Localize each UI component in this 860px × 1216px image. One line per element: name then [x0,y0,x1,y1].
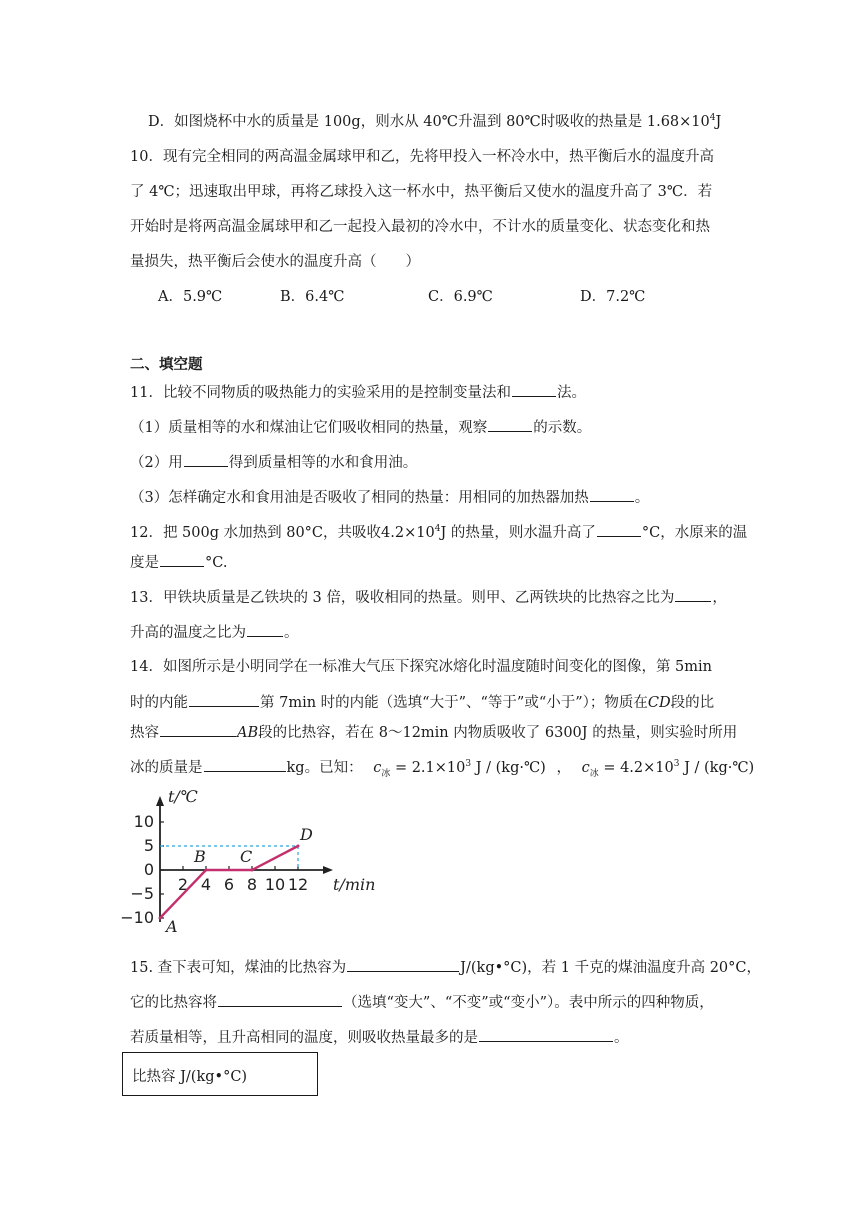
q11-blank-tool[interactable] [184,452,228,467]
q10-option-b[interactable]: B．6.4℃ [280,289,345,305]
q14-formula-c-ice [373,759,546,779]
q13-text-end: ， [712,590,727,606]
q12-text-2: J 的热量，则水温升高了 [440,525,596,541]
q11-text-end: 法。 [556,385,586,401]
q15-line-2 [130,992,714,1013]
q14-c-water-value: = 4.2×10 [603,760,674,776]
q11-sub-1-end: 的示数。 [533,420,592,436]
q14-blank-specific-heat[interactable] [160,722,236,737]
q15-text: 15. 查下表可知，煤油的比热容为 [130,960,347,976]
q14-c-ice-unit: J / (kg·℃) [475,760,546,776]
y-tick-label: 5 [143,836,154,855]
q12-line-2 [130,552,227,573]
q14-segment-ab: AB [237,725,259,741]
melting-graph [120,787,420,940]
q15-blank-change[interactable] [218,992,342,1007]
x-tick-label: 2 [177,875,189,894]
q14-line-1: 14．如图所示是小明同学在一标准大气压下探究冰熔化时温度随时间变化的图像，第 5min [130,659,713,675]
q14-blank-mass[interactable] [204,757,286,772]
q14-c-water-unit: J / (kg·℃) [684,760,755,776]
q10-option-c[interactable]: C．6.9℃ [428,289,493,305]
q14-line-3 [130,722,737,743]
q11-blank-method[interactable] [512,382,556,397]
q14-c-ice-exponent: 3 [465,759,472,769]
x-axis-label: t/min [333,875,376,894]
x-tick-label: 6 [223,875,235,894]
x-tick-label: 12 [287,875,309,894]
q13-blank-ratio-c[interactable] [675,587,711,602]
q11-blank-observe[interactable] [488,417,532,432]
q15-line-3 [130,1027,629,1048]
q12-text-5: °C. [205,555,228,571]
q10-line-3: 开始时是将两高温金属球甲和乙一起投入最初的冷水中，不计水的质量变化、状态变化和热 [130,219,710,235]
q13-text-3: 。 [284,625,299,641]
point-label: D [300,825,313,844]
q13-line-1 [130,587,727,608]
q11-sub-1 [130,417,591,438]
q10-line-1: 10．现有完全相同的两高温金属球甲和乙，先将甲投入一杯冷水中，热平衡后水的温度升高 [130,149,714,165]
q12-text-4: 度是 [130,555,159,571]
q13-line-2 [130,622,299,643]
q11-sub-1-text: （1）质量相等的水和煤油让它们吸收相同的热量，观察 [130,420,488,436]
q11-sub-3-end: 。 [634,490,650,506]
point-label: B [194,847,206,866]
q13-blank-ratio-t[interactable] [247,622,283,637]
y-tick-label: 0 [143,860,154,879]
y-tick-label: −5 [130,884,154,903]
q14-line-4 [130,757,754,778]
q11-sub-3-text: （3）怎样确定水和食用油是否吸收了相同的热量：用相同的加热器加热 [130,490,589,506]
q11-line-1 [130,382,586,403]
data-point [251,869,254,872]
data-point [297,845,300,848]
q14-text-2: 第 7min 时的内能（选填“大于”、“等于”或“小于”）；物质在 [260,695,648,711]
q15-line-1 [130,957,761,978]
data-point [159,917,162,920]
q14-text-5: 段的比热容，若在 8～12min 内物质吸收了 6300J 的热量，则实验时所用 [258,725,738,741]
point-label: A [166,917,178,936]
specific-heat-table [122,1052,318,1096]
q12-blank-initial[interactable] [160,552,204,567]
q10-line-4: 量损失，热平衡后会使水的温度升高（ ） [130,254,420,270]
q15-text-5: 若质量相等，且升高相同的温度，则吸收热量最多的是 [130,1030,478,1046]
q14-c-water-symbol: c [581,760,590,776]
q11-sub-2 [130,452,417,473]
x-tick-label: 8 [246,875,258,894]
data-point [205,869,208,872]
x-tick-label: 10 [264,875,286,894]
q14-segment-cd: CD [647,695,671,711]
section-title-fill-in: 二、填空题 [130,356,203,373]
q10-option-d[interactable]: D．7.2℃ [580,289,646,305]
q15-text-6: 。 [614,1030,629,1046]
x-axis-arrow [323,866,333,874]
point-label: C [240,847,253,866]
q13-text-2: 升高的温度之比为 [130,625,246,641]
y-tick-label: −10 [120,908,154,927]
q15-text-2: J/(kg•°C)，若 1 千克的煤油温度升高 20°C， [460,960,761,976]
q10-option-a[interactable]: A．5.9℃ [158,289,223,305]
q14-blank-internal-energy[interactable] [189,692,259,707]
q14-text-4: 热容 [130,725,159,741]
q14-text-7: kg。已知： [286,760,363,776]
q11-sub-2-text: （2）用 [130,455,183,471]
q14-line-2 [130,692,714,713]
q11-blank-heating[interactable] [590,487,634,502]
q12-text-3: °C，水原来的温 [641,525,748,541]
x-tick-label: 4 [200,875,212,894]
q14-text-6: 冰的质量是 [130,760,203,776]
q12-text: 12．把 500g 水加热到 80°C，共吸收 [130,525,382,541]
q15-text-4: （选填“变大”、“不变”或“变小”）。表中所示的四种物质， [343,995,714,1011]
q12-heat-exponent: 4 [434,524,441,534]
specific-heat-table-header: 比热容 J/(kg•°C) [132,1069,248,1085]
q12-blank-rise[interactable] [597,522,641,537]
y-tick-label: 10 [133,812,154,831]
q14-c-water-subscript: 冰 [589,768,599,779]
q15-blank-most-heat[interactable] [479,1027,613,1042]
q11-text: 11．比较不同物质的吸热能力的实验采用的是控制变量法和 [130,385,511,401]
q12-line-1 [130,522,747,543]
y-axis-arrow [156,796,164,806]
q14-c-ice-value: = 2.1×10 [394,760,466,776]
q10-line-2: 了 4℃；迅速取出甲球，再将乙球投入这一杯水中，热平衡后又使水的温度升高了 3℃．若 [130,184,713,200]
q14-c-ice-symbol: c [373,760,382,776]
q9-option-d-text: D．如图烧杯中水的质量是 100g，则水从 40℃升温到 80℃时吸收的热量是 1.68×10 [148,114,710,130]
q9-option-d [148,112,721,132]
q13-text: 13．甲铁块质量是乙铁块的 3 倍，吸收相同的热量。则甲、乙两铁块的比热容之比为 [130,590,675,606]
q15-text-3: 它的比热容将 [130,995,217,1011]
q15-blank-kerosene-c[interactable] [347,957,459,972]
q9-option-d-unit: J [715,114,722,130]
q14-c-ice-subscript: 冰 [381,768,391,779]
q14-separator: ， [556,760,571,776]
q14-c-water-exponent: 3 [673,759,680,769]
q14-text: 时的内能 [130,695,188,711]
q11-sub-2-end: 得到质量相等的水和食用油。 [228,455,418,471]
q9-option-d-exponent: 4 [709,113,716,123]
q11-sub-3 [130,487,649,508]
q14-formula-c-water [581,759,755,779]
q14-text-3: 段的比 [670,695,715,711]
q12-heat-value: 4.2×10 [381,525,435,541]
y-axis-label: t/℃ [168,787,198,806]
